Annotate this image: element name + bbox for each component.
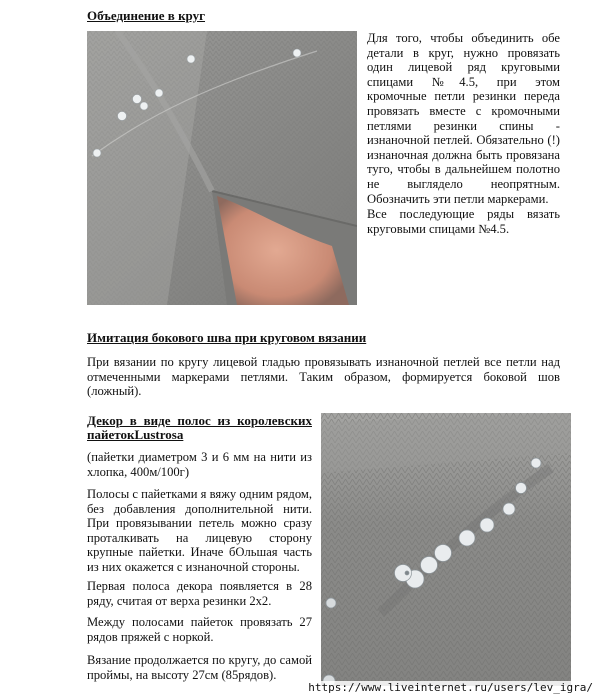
rows-between-stripes: Между полосами пайеток провязать 27 рядов пряжей с норкой. — [87, 615, 312, 644]
joining-instructions: Для того, чтобы объединить обе детали в круг, нужно провязать один лицевой ряд круговыми спицами №4.5, при этом кромочные петли резинки переда провязать вместе с кромочными петлями резинки спины - изнаночной петлей. Обязательно (!) изнаночная должна быть провязана туго, чтобы в дальнейшем полотно не выглядело неопрятным. Обозначить эти петли маркерами. — [367, 31, 560, 206]
section-heading-joining: Объединение в круг — [87, 8, 206, 23]
sequin-technique: Полосы с пайетками я вяжу одним рядом, без добавления дополнительной нити. При провязывании петель можно сразу проталкивать на лицевую сторону крупные пайетки. Иначе бОльшая часть из них окажется с изнаночной стороны. — [87, 487, 312, 574]
knit-to-armhole: Вязание продолжается по кругу, до самой проймы, на высоту 27см (85рядов). — [87, 653, 312, 682]
side-seam-instructions: При вязании по кругу лицевой гладью провязывать изнаночной петлей все петли над отмеченными маркерами петлями. Таким образом, формируется боковой шов (ложный). — [87, 355, 560, 399]
first-stripe-row: Первая полоса декора появляется в 28 ряду, считая от верха резинки 2х2. — [87, 579, 312, 608]
section-heading-side-seam: Имитация бокового шва при круговом вязании — [87, 330, 367, 345]
knitting-photo-joining-graphic — [87, 31, 357, 305]
knitting-photo-sequins — [321, 413, 571, 686]
knitting-photo-sequins-graphic — [321, 413, 571, 686]
watermark-url: https://www.liveinternet.ru/users/lev_igra/ — [308, 681, 593, 694]
knitting-photo-joining — [87, 31, 357, 305]
section-heading-sequin-stripes: Декор в виде полос из королевских пайетокLustrosa — [87, 413, 312, 442]
sequin-spec: (пайетки диаметром 3 и 6 мм на нити из хлопка, 400м/100г) — [87, 450, 312, 479]
joining-continuation: Все последующие ряды вязать круговыми спицами №4.5. — [367, 207, 560, 236]
